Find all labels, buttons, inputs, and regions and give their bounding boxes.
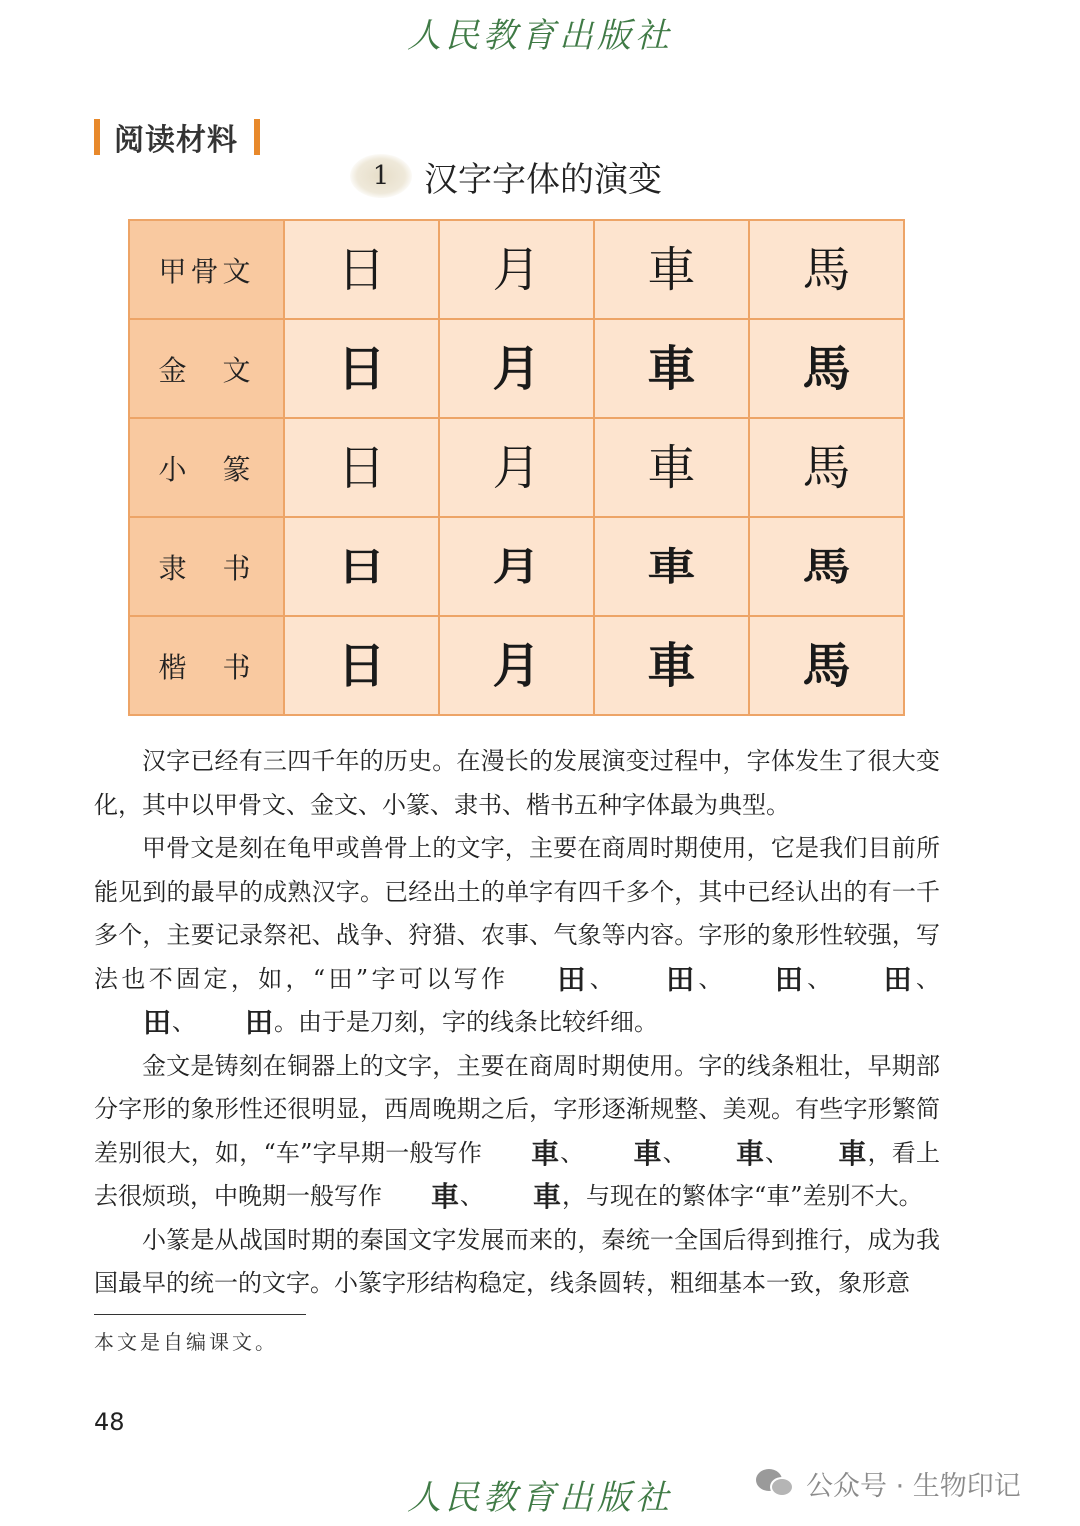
row-label: 金 文 — [129, 319, 284, 418]
footnote: 本文是自编课文。 — [94, 1330, 278, 1354]
glyph-variant: 車 — [735, 1136, 764, 1170]
section-label: 阅读材料 — [114, 123, 238, 158]
glyph-cell: 車 — [647, 340, 696, 397]
paragraph-bronze: 金文是铸刻在铜器上的文字，主要在商周时期使用。字的线条粗壮，早期部分字形的象形性还很明显，西周晚期之后，字形逐渐规整、美观。有些字形繁简差别很大，如，“车”字早期一般写作 車、 車、 車、 車，看上去很烦琐，中晚期一般写作 車、 車，与现在的繁体字“車”差别不大。 — [94, 1045, 940, 1219]
article-title: 汉字字体的演变 — [424, 159, 662, 200]
glyph-cell: 馬 — [802, 544, 851, 589]
row-label: 小 篆 — [129, 418, 284, 517]
glyph-cell: 月 — [492, 637, 541, 694]
body-text — [94, 740, 940, 1306]
paragraph-small-seal: 小篆是从战国时期的秦国文字发展而来的，秦统一全国后得到推行，成为我国最早的统一的文字。小篆字形结构稳定，线条圆转，粗细基本一致，象形意 — [94, 1225, 940, 1297]
glyph-cell: 日 — [337, 544, 386, 589]
paragraph-text: ，看上去很烦琐，中晚期一般写作 — [94, 1138, 941, 1210]
glyph-cell: 日 — [337, 439, 386, 496]
row-label: 隶 书 — [129, 517, 284, 616]
page-number: 48 — [94, 1408, 125, 1436]
footnote-divider — [94, 1314, 306, 1315]
table-row — [129, 616, 904, 715]
watermark-text: 公众号 · 生物印记 — [806, 1470, 1021, 1502]
glyph-cell: 車 — [647, 637, 696, 694]
glyph-cell: 車 — [647, 241, 696, 298]
glyph-variant: 田 — [666, 962, 695, 996]
paragraph-text: ，与现在的繁体字“車”差别不大。 — [562, 1182, 923, 1210]
glyph-cell: 馬 — [802, 340, 851, 397]
article-heading — [350, 152, 662, 200]
glyph-cell: 馬 — [802, 439, 851, 496]
paragraph-intro: 汉字已经有三四千年的历史。在漫长的发展演变过程中，字体发生了很大变化，其中以甲骨文、金文、小篆、隶书、楷书五种字体最为典型。 — [94, 747, 940, 819]
paragraph-text: 。由于是刀刻，字的线条比较纤细。 — [274, 1008, 659, 1036]
glyph-variant: 車 — [431, 1180, 460, 1213]
section-bar-right — [254, 119, 260, 155]
glyph-variant: 車 — [533, 1180, 562, 1213]
glyph-cell: 馬 — [802, 241, 851, 298]
table-row — [129, 418, 904, 517]
glyph-cell: 車 — [647, 544, 696, 589]
glyph-variant: 田 — [883, 962, 912, 996]
glyph-cell: 日 — [337, 637, 386, 694]
paragraph-text: 金文是铸刻在铜器上的文字，主要在商周时期使用。字的线条粗壮，早期部分字形的象形性还很明显，西周晚期之后，字形逐渐规整、美观。有些字形繁简差别很大，如，“车”字早期一般写作 — [94, 1051, 940, 1167]
glyph-variant: 田 — [245, 1006, 274, 1039]
publisher-logo-top: 人民教育出版社 — [407, 16, 673, 56]
glyph-cell: 日 — [337, 241, 386, 298]
watermark — [756, 1466, 1021, 1500]
table-row — [129, 319, 904, 418]
glyph-variant: 車 — [633, 1136, 662, 1170]
glyph-variant: 車 — [531, 1136, 560, 1170]
glyph-variant: 田 — [774, 962, 803, 996]
table-row — [129, 517, 904, 616]
wechat-icon — [756, 1467, 796, 1499]
row-label: 甲骨文 — [129, 220, 284, 319]
glyph-cell: 月 — [492, 544, 541, 589]
section-header — [94, 118, 260, 156]
script-evolution-table — [128, 219, 905, 716]
glyph-cell: 月 — [492, 241, 541, 298]
glyph-cell: 日 — [337, 340, 386, 397]
glyph-variant: 車 — [838, 1136, 867, 1170]
glyph-cell: 月 — [492, 439, 541, 496]
publisher-logo-bottom: 人民教育出版社 — [407, 1478, 673, 1518]
glyph-variant: 田 — [557, 962, 586, 996]
table-row — [129, 220, 904, 319]
glyph-cell: 車 — [647, 439, 696, 496]
glyph-cell: 月 — [492, 340, 541, 397]
paragraph-oracle-bone: 甲骨文是刻在龟甲或兽骨上的文字，主要在商周时期使用，它是我们目前所能见到的最早的成熟汉字。已经出土的单字有四千多个，其中已经认出的有一千多个，主要记录祭祀、战争、狩猎、农事、气象等内容。字形的象形性较强，写法也不固定，如，“田”字可以写作 田、 田、 田、 田、田、 田。由于是刀刻，字的线条比较纤细。 — [94, 827, 940, 1045]
paragraph-text: 甲骨文是刻在龟甲或兽骨上的文字，主要在商周时期使用，它是我们目前所能见到的最早的成熟汉字。已经出土的单字有四千多个，其中已经认出的有一千多个，主要记录祭祀、战争、狩猎、农事、气象等内容。字形的象形性较强，写法也不固定，如，“田”字可以写作 — [94, 834, 940, 993]
glyph-variant: 田 — [143, 1006, 172, 1039]
row-label: 楷 书 — [129, 616, 284, 715]
glyph-cell: 馬 — [802, 637, 851, 694]
article-number-badge: 1 — [350, 154, 412, 198]
